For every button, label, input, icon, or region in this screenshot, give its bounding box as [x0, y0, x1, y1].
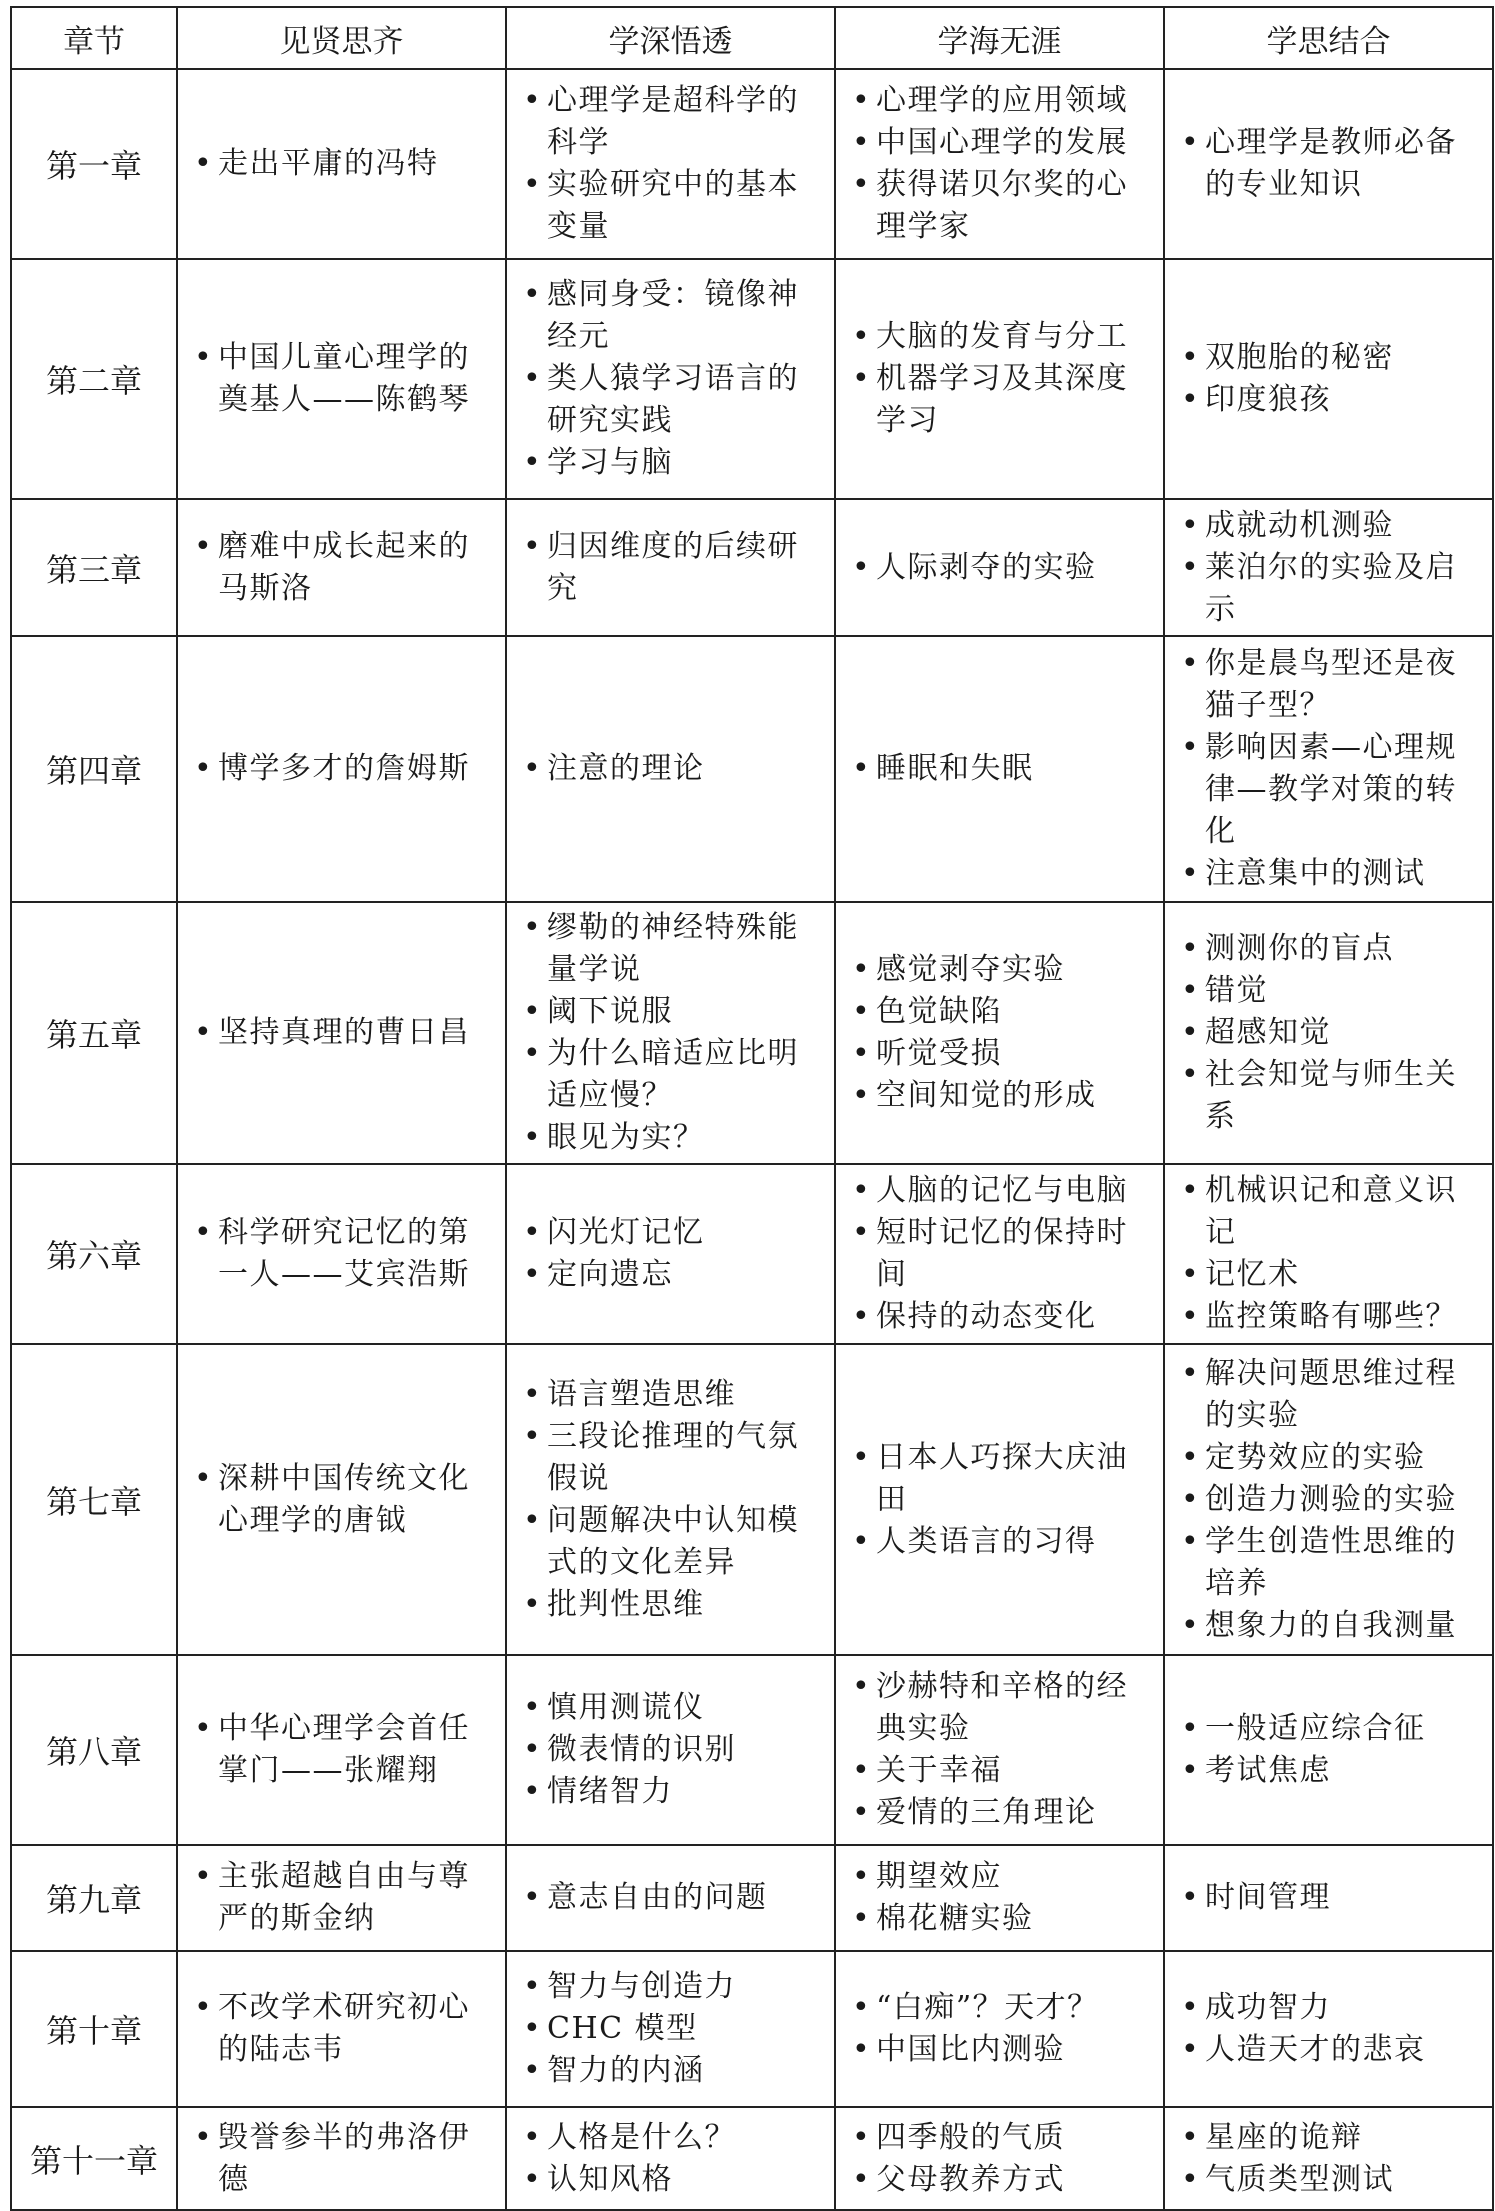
topic-list [519, 2117, 822, 2201]
list-item: • 气质类型测试 [1177, 2159, 1480, 2201]
list-item: • 毁誉参半的弗洛伊德 [190, 2117, 493, 2201]
list-item: • 期望效应 [848, 1856, 1151, 1898]
curriculum-table [10, 6, 1494, 2211]
chapter-cell: 第三章 [11, 499, 177, 636]
topic-list [1177, 337, 1480, 421]
list-item: • 中国心理学的发展 [848, 122, 1151, 164]
topic-list [848, 80, 1151, 248]
list-item: • 坚持真理的曹日昌 [190, 1012, 493, 1054]
topic-cell [177, 2107, 506, 2210]
list-item: • 类人猿学习语言的研究实践 [519, 358, 822, 442]
list-item: • 微表情的识别 [519, 1729, 822, 1771]
topic-list [848, 1170, 1151, 1338]
list-item: • 四季般的气质 [848, 2117, 1151, 2159]
topic-cell [1164, 1164, 1493, 1344]
list-item: • 测测你的盲点 [1177, 928, 1480, 970]
topic-list [519, 1374, 822, 1626]
topic-cell [1164, 1951, 1493, 2107]
topic-cell [177, 636, 506, 902]
topic-cell [506, 1164, 835, 1344]
table-row [11, 1164, 1493, 1344]
topic-list [519, 1877, 822, 1919]
topic-list [190, 1212, 493, 1296]
list-item: • 成功智力 [1177, 1987, 1480, 2029]
table-row [11, 902, 1493, 1164]
list-item: • 人脑的记忆与电脑 [848, 1170, 1151, 1212]
topic-list [1177, 643, 1480, 895]
chapter-cell: 第二章 [11, 259, 177, 499]
list-item: • 意志自由的问题 [519, 1877, 822, 1919]
topic-cell [506, 1655, 835, 1845]
list-item: • 注意的理论 [519, 748, 822, 790]
list-item: • 中国比内测验 [848, 2029, 1151, 2071]
list-item: • 智力与创造力 [519, 1966, 822, 2008]
topic-list [519, 907, 822, 1159]
topic-cell [506, 1344, 835, 1655]
topic-cell [177, 1344, 506, 1655]
topic-cell [506, 1951, 835, 2107]
list-item: • 日本人巧探大庆油田 [848, 1437, 1151, 1521]
list-item: • 情绪智力 [519, 1771, 822, 1813]
topic-list [1177, 1708, 1480, 1792]
list-item: • 保持的动态变化 [848, 1296, 1151, 1338]
list-item: • 人造天才的悲哀 [1177, 2029, 1480, 2071]
topic-cell [177, 1845, 506, 1951]
table-row [11, 2107, 1493, 2210]
list-item: • 沙赫特和辛格的经典实验 [848, 1666, 1151, 1750]
list-item: • 闪光灯记忆 [519, 1212, 822, 1254]
table-row [11, 259, 1493, 499]
topic-list [190, 337, 493, 421]
list-item: • 记忆术 [1177, 1254, 1480, 1296]
topic-cell [1164, 69, 1493, 259]
topic-cell [506, 1845, 835, 1951]
topic-cell [177, 902, 506, 1164]
table-row [11, 1845, 1493, 1951]
topic-list [519, 274, 822, 484]
list-item: • 感同身受：镜像神经元 [519, 274, 822, 358]
topic-list [848, 1987, 1151, 2071]
topic-cell [506, 902, 835, 1164]
topic-cell [835, 1344, 1164, 1655]
list-item: • 深耕中国传统文化心理学的唐钺 [190, 1458, 493, 1542]
list-item: • 睡眠和失眠 [848, 748, 1151, 790]
chapter-cell: 第五章 [11, 902, 177, 1164]
topic-cell [1164, 1845, 1493, 1951]
topic-cell [835, 636, 1164, 902]
topic-list [519, 80, 822, 248]
header-row [11, 7, 1493, 69]
list-item: • 人类语言的习得 [848, 1521, 1151, 1563]
list-item: • 父母教养方式 [848, 2159, 1151, 2201]
list-item: • 阈下说服 [519, 991, 822, 1033]
topic-list [190, 143, 493, 185]
topic-list [190, 526, 493, 610]
list-item: • 感觉剥夺实验 [848, 949, 1151, 991]
topic-list [190, 1708, 493, 1792]
table-row [11, 69, 1493, 259]
topic-list [190, 1856, 493, 1940]
list-item: • 心理学的应用领域 [848, 80, 1151, 122]
list-item: • 慎用测谎仪 [519, 1687, 822, 1729]
list-item: • 主张超越自由与尊严的斯金纳 [190, 1856, 493, 1940]
chapter-cell: 第八章 [11, 1655, 177, 1845]
topic-list [190, 2117, 493, 2201]
list-item: • 批判性思维 [519, 1584, 822, 1626]
topic-cell [177, 69, 506, 259]
topic-list [190, 1012, 493, 1054]
list-item: • 关于幸福 [848, 1750, 1151, 1792]
list-item: • 缪勒的神经特殊能量学说 [519, 907, 822, 991]
topic-cell [177, 1951, 506, 2107]
topic-cell [506, 259, 835, 499]
list-item: • 双胞胎的秘密 [1177, 337, 1480, 379]
topic-cell [835, 1951, 1164, 2107]
topic-cell [835, 902, 1164, 1164]
list-item: • 实验研究中的基本变量 [519, 164, 822, 248]
table-row [11, 1655, 1493, 1845]
topic-list [1177, 1353, 1480, 1647]
topic-cell [506, 499, 835, 636]
list-item: • 大脑的发育与分工 [848, 316, 1151, 358]
topic-cell [177, 259, 506, 499]
header-col-1: 见贤思齐 [177, 7, 506, 69]
chapter-cell: 第九章 [11, 1845, 177, 1951]
topic-cell [1164, 259, 1493, 499]
topic-cell [835, 1845, 1164, 1951]
topic-cell [1164, 902, 1493, 1164]
list-item: • 监控策略有哪些？ [1177, 1296, 1480, 1338]
topic-cell [177, 1164, 506, 1344]
topic-list [519, 526, 822, 610]
list-item: • 磨难中成长起来的马斯洛 [190, 526, 493, 610]
topic-list [848, 1666, 1151, 1834]
topic-list [190, 1987, 493, 2071]
topic-list [1177, 928, 1480, 1138]
list-item: • 三段论推理的气氛假说 [519, 1416, 822, 1500]
topic-list [848, 547, 1151, 589]
topic-cell [1164, 499, 1493, 636]
topic-cell [506, 69, 835, 259]
list-item: • 解决问题思维过程的实验 [1177, 1353, 1480, 1437]
chapter-cell: 第十章 [11, 1951, 177, 2107]
list-item: • 走出平庸的冯特 [190, 143, 493, 185]
header-col-3: 学海无涯 [835, 7, 1164, 69]
list-item: • 学生创造性思维的培养 [1177, 1521, 1480, 1605]
list-item: • 一般适应综合征 [1177, 1708, 1480, 1750]
list-item: • 印度狼孩 [1177, 379, 1480, 421]
topic-list [1177, 1170, 1480, 1338]
topic-cell [177, 499, 506, 636]
topic-list [190, 748, 493, 790]
header-col-4: 学思结合 [1164, 7, 1493, 69]
topic-cell [835, 2107, 1164, 2210]
list-item: • 心理学是教师必备的专业知识 [1177, 122, 1480, 206]
list-item: • 想象力的自我测量 [1177, 1605, 1480, 1647]
topic-list [190, 1458, 493, 1542]
topic-list [519, 748, 822, 790]
topic-cell [835, 499, 1164, 636]
list-item: • 人际剥夺的实验 [848, 547, 1151, 589]
topic-cell [835, 259, 1164, 499]
list-item: • 定向遗忘 [519, 1254, 822, 1296]
topic-cell [835, 69, 1164, 259]
list-item: • 学习与脑 [519, 442, 822, 484]
topic-cell [1164, 636, 1493, 902]
list-item: • 爱情的三角理论 [848, 1792, 1151, 1834]
list-item: • 考试焦虑 [1177, 1750, 1480, 1792]
list-item: • 棉花糖实验 [848, 1898, 1151, 1940]
list-item: • 心理学是超科学的科学 [519, 80, 822, 164]
topic-list [848, 1437, 1151, 1563]
topic-cell [506, 2107, 835, 2210]
list-item: • 社会知觉与师生关系 [1177, 1054, 1480, 1138]
chapter-cell: 第七章 [11, 1344, 177, 1655]
list-item: • 中华心理学会首任掌门——张耀翔 [190, 1708, 493, 1792]
list-item: • 科学研究记忆的第一人——艾宾浩斯 [190, 1212, 493, 1296]
table-body [11, 69, 1493, 2210]
table-row [11, 1951, 1493, 2107]
topic-cell [835, 1655, 1164, 1845]
header-col-2: 学深悟透 [506, 7, 835, 69]
list-item: • “白痴”？天才？ [848, 1987, 1151, 2029]
list-item: • 超感知觉 [1177, 1012, 1480, 1054]
topic-cell [177, 1655, 506, 1845]
table-row [11, 499, 1493, 636]
list-item: • 星座的诡辩 [1177, 2117, 1480, 2159]
list-item: • 注意集中的测试 [1177, 853, 1480, 895]
list-item: • 语言塑造思维 [519, 1374, 822, 1416]
list-item: • 空间知觉的形成 [848, 1075, 1151, 1117]
list-item: • 认知风格 [519, 2159, 822, 2201]
list-item: • 你是晨鸟型还是夜猫子型？ [1177, 643, 1480, 727]
list-item: • 不改学术研究初心的陆志韦 [190, 1987, 493, 2071]
list-item: • 机器学习及其深度学习 [848, 358, 1151, 442]
list-item: • 创造力测验的实验 [1177, 1479, 1480, 1521]
topic-list [848, 949, 1151, 1117]
table-row [11, 1344, 1493, 1655]
list-item: • 为什么暗适应比明适应慢？ [519, 1033, 822, 1117]
topic-list [848, 1856, 1151, 1940]
list-item: • 获得诺贝尔奖的心理学家 [848, 164, 1151, 248]
list-item: • 短时记忆的保持时间 [848, 1212, 1151, 1296]
topic-list [1177, 505, 1480, 631]
list-item: • 听觉受损 [848, 1033, 1151, 1075]
list-item: • 定势效应的实验 [1177, 1437, 1480, 1479]
chapter-cell: 第四章 [11, 636, 177, 902]
topic-list [848, 2117, 1151, 2201]
topic-list [848, 748, 1151, 790]
list-item: • 眼见为实？ [519, 1117, 822, 1159]
topic-cell [1164, 1344, 1493, 1655]
list-item: • 时间管理 [1177, 1877, 1480, 1919]
topic-list [519, 1966, 822, 2092]
topic-list [848, 316, 1151, 442]
list-item: • 机械识记和意义识记 [1177, 1170, 1480, 1254]
topic-cell [1164, 1655, 1493, 1845]
list-item: • 莱泊尔的实验及启示 [1177, 547, 1480, 631]
topic-list [519, 1212, 822, 1296]
list-item: • 问题解决中认知模式的文化差异 [519, 1500, 822, 1584]
list-item: • 归因维度的后续研究 [519, 526, 822, 610]
list-item: • 成就动机测验 [1177, 505, 1480, 547]
list-item: • CHC 模型 [519, 2008, 822, 2050]
chapter-cell: 第一章 [11, 69, 177, 259]
list-item: • 影响因素—心理规律—教学对策的转化 [1177, 727, 1480, 853]
list-item: • 中国儿童心理学的奠基人——陈鹤琴 [190, 337, 493, 421]
topic-cell [1164, 2107, 1493, 2210]
chapter-cell: 第六章 [11, 1164, 177, 1344]
list-item: • 博学多才的詹姆斯 [190, 748, 493, 790]
list-item: • 人格是什么？ [519, 2117, 822, 2159]
list-item: • 色觉缺陷 [848, 991, 1151, 1033]
topic-cell [506, 636, 835, 902]
chapter-cell: 第十一章 [11, 2107, 177, 2210]
topic-list [1177, 122, 1480, 206]
topic-list [1177, 1877, 1480, 1919]
topic-list [1177, 1987, 1480, 2071]
topic-list [519, 1687, 822, 1813]
topic-cell [835, 1164, 1164, 1344]
list-item: • 智力的内涵 [519, 2050, 822, 2092]
topic-list [1177, 2117, 1480, 2201]
header-chapter: 章节 [11, 7, 177, 69]
table-row [11, 636, 1493, 902]
list-item: • 错觉 [1177, 970, 1480, 1012]
